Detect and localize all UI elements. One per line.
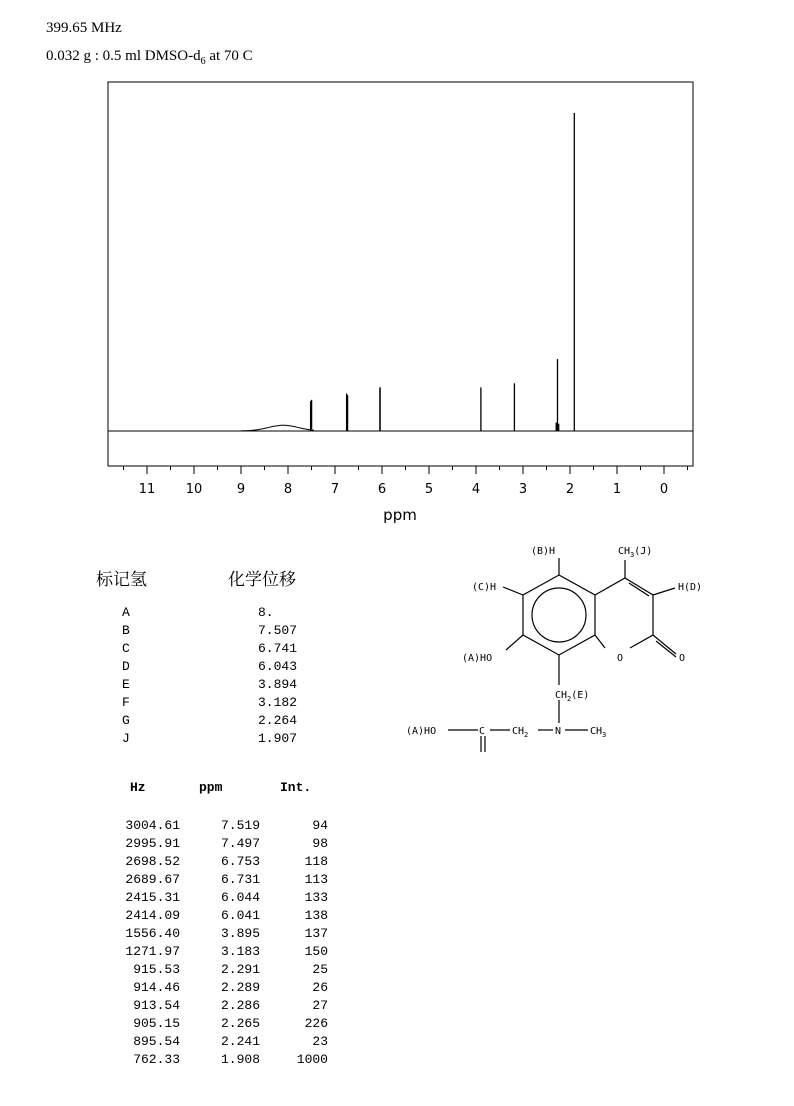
assignment-label: A: [122, 605, 130, 620]
peak-ppm: 6.041: [220, 908, 260, 923]
assignment-shift: 6.741: [258, 641, 298, 656]
peak-int: 226: [304, 1016, 328, 1031]
peak-ppm: 3.183: [220, 944, 260, 959]
x-axis-ticks: [124, 466, 688, 497]
assignment-label: E: [122, 677, 130, 692]
x-tick-label-9: 2: [565, 482, 575, 497]
peak-int: 137: [304, 926, 328, 941]
peak-ppm: 6.731: [220, 872, 260, 887]
spectrometer-frequency: 399.65 MHz: [46, 20, 122, 36]
atom-label-ch2e: $CH_2(E)$: [555, 690, 590, 703]
x-tick-label-3: 8: [283, 482, 293, 497]
atom-label-bh: (B)H: [531, 546, 556, 557]
x-tick-label-1: 10: [185, 482, 203, 497]
peak-hz: 914.46: [133, 980, 180, 995]
peak-ppm: 2.291: [220, 962, 260, 977]
assignment-shift: 8.: [258, 605, 274, 620]
peak-ppm: 2.289: [220, 980, 260, 995]
assignment-label: C: [122, 641, 130, 656]
atom-label-aho: (A)HO: [462, 653, 493, 664]
peak-ppm: 2.286: [220, 998, 260, 1013]
assignment-label: G: [122, 713, 130, 728]
atom-label-n: N: [555, 726, 562, 737]
peak-ppm: 6.044: [220, 890, 260, 905]
peak-int: 118: [304, 854, 328, 869]
peak-hz: 2415.31: [125, 890, 180, 905]
assignment-shift: 7.507: [258, 623, 298, 638]
x-tick-label-0: 11: [138, 482, 156, 497]
atom-label-ch3: $CH_3$: [590, 726, 607, 739]
atom-label-ch: (C)H: [472, 582, 497, 593]
x-tick-label-11: 0: [659, 482, 669, 497]
peak-hz: 3004.61: [125, 818, 180, 833]
atom-label-hd: H(D): [678, 582, 703, 593]
peak-header-hz: Hz: [130, 780, 146, 795]
x-tick-label-5: 6: [377, 482, 387, 497]
peak-ppm: 6.753: [220, 854, 260, 869]
x-tick-label-10: 1: [612, 482, 622, 497]
peak-hz: 762.33: [133, 1052, 180, 1067]
atom-label-ch2: $CH_2$: [512, 726, 529, 739]
assignment-header-shift: 化学位移: [228, 570, 296, 590]
peak-int: 1000: [296, 1052, 328, 1067]
peak-ppm: 1.908: [220, 1052, 260, 1067]
assignment-shift: 2.264: [258, 713, 298, 728]
peak-hz: 1556.40: [125, 926, 180, 941]
peak-ppm: 2.241: [220, 1034, 260, 1049]
assignment-shift: 6.043: [258, 659, 298, 674]
peak-int: 23: [312, 1034, 328, 1049]
peak-ppm: 7.497: [220, 836, 260, 851]
molecular-structure: [400, 540, 730, 752]
peak-hz: 2689.67: [125, 872, 180, 887]
atom-label-c: C: [479, 726, 486, 737]
peak-hz: 905.15: [133, 1016, 180, 1031]
x-tick-label-6: 5: [424, 482, 434, 497]
peak-int: 26: [312, 980, 328, 995]
peak-ppm: 3.895: [220, 926, 260, 941]
assignment-shift: 3.894: [258, 677, 298, 692]
sample-suffix: at 70 C: [205, 48, 253, 64]
nmr-spectrum-chart: [0, 0, 794, 540]
x-axis-label: ppm: [383, 506, 417, 524]
atom-label-aho-2: (A)HO: [406, 726, 437, 737]
peak-int: 113: [304, 872, 328, 887]
peak-hz: 2698.52: [125, 854, 180, 869]
peak-int: 27: [312, 998, 328, 1013]
x-tick-label-2: 9: [236, 482, 246, 497]
sample-subscript: 6: [200, 56, 206, 67]
peak-int: 150: [304, 944, 328, 959]
peak-hz: 895.54: [133, 1034, 180, 1049]
assignment-shift: 3.182: [258, 695, 298, 710]
peak-int: 25: [312, 962, 328, 977]
assignment-label: B: [122, 623, 130, 638]
atom-label-o-keto: O: [679, 653, 686, 664]
plot-frame: [108, 82, 693, 466]
atom-label-ch3j: $CH_3(J)$: [618, 546, 653, 559]
peak-hz: 1271.97: [125, 944, 180, 959]
peak-header-int: Int.: [280, 780, 312, 795]
peak-hz: 2414.09: [125, 908, 180, 923]
assignment-label: J: [122, 731, 130, 746]
peak-int: 133: [304, 890, 328, 905]
peak-ppm: 7.519: [220, 818, 260, 833]
atom-label-o-ring: O: [617, 653, 624, 664]
peak-int: 98: [312, 836, 328, 851]
assignment-header-label: 标记氢: [96, 570, 147, 590]
broad-hump: [241, 425, 314, 431]
x-tick-label-4: 7: [330, 482, 340, 497]
assignment-label: F: [122, 695, 130, 710]
peak-ppm: 2.265: [220, 1016, 260, 1031]
x-tick-label-8: 3: [518, 482, 528, 497]
peak-hz: 915.53: [133, 962, 180, 977]
peak-header-ppm: ppm: [199, 780, 223, 795]
assignment-shift: 1.907: [258, 731, 298, 746]
peak-hz: 913.54: [133, 998, 180, 1013]
assignment-label: D: [122, 659, 130, 674]
sample-prefix: 0.032 g : 0.5 ml DMSO-d: [46, 48, 201, 64]
peak-layer: [241, 113, 574, 431]
peak-int: 94: [312, 818, 328, 833]
x-tick-label-7: 4: [471, 482, 481, 497]
peak-hz: 2995.91: [125, 836, 180, 851]
peak-int: 138: [304, 908, 328, 923]
